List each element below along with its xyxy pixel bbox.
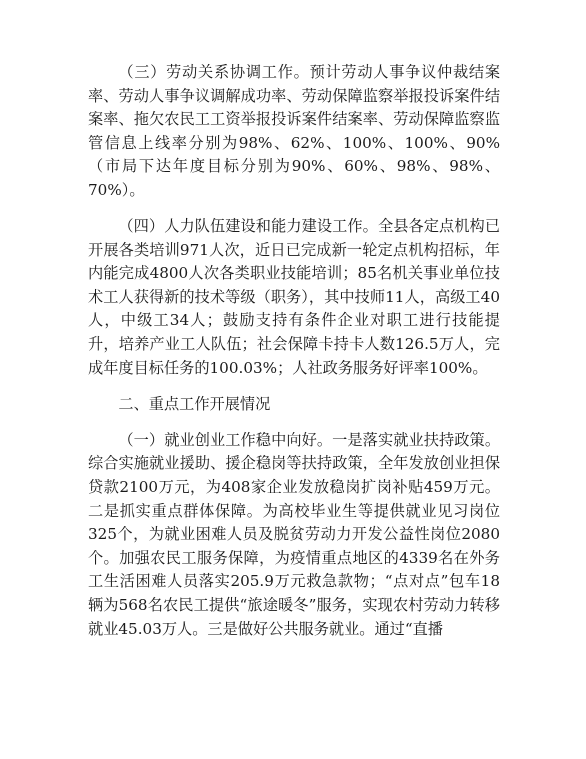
document-body <box>88 61 500 641</box>
paragraph-labor-relations: （三）劳动关系协调工作。预计劳动人事争议仲裁结案率、劳动人事争议调解成功率、劳动保障监察举报投诉案件结案率、拖欠农民工工资举报投诉案件结案率、劳动保障监察监管信息上线率分别为98%、62%、100%、100%、90%（市局下达年度目标分别为90%、60%、98%、98%、70%）。 <box>88 63 500 199</box>
section-heading-key-work: 二、重点工作开展情况 <box>118 394 271 413</box>
paragraph-talent-building: （四）人力队伍建设和能力建设工作。全县各定点机构已开展各类培训971人次，近日已完成新一轮定点机构招标，年内能完成4800人次各类职业技能培训；85名机关事业单位技术工人获得新的技术等级（职务），其中技师11人，高级工40人，中级工34人；鼓励支持有条件企业对职工进行技能提升，培养产业工人队伍；社会保障卡持卡人数126.5万人，完成年度目标任务的100.03%；人社政务服务好评率100%。 <box>88 217 500 377</box>
paragraph-employment: （一）就业创业工作稳中向好。一是落实就业扶持政策。综合实施就业援助、援企稳岗等扶持政策，全年发放创业担保贷款2100万元，为408家企业发放稳岗扩岗补贴459万元。二是抓实重点群体保障。为高校毕业生等提供就业见习岗位325个，为就业困难人员及脱贫劳动力开发公益性岗位2080个。加强农民工服务保障，为疫情重点地区的4339名在外务工生活困难人员落实205.9万元救急款物；“点对点”包车18辆为568名农民工提供“旅途暖冬”服务，实现农村劳动力转移就业45.03万人。三是做好公共服务就业。通过“直播 <box>88 430 500 638</box>
